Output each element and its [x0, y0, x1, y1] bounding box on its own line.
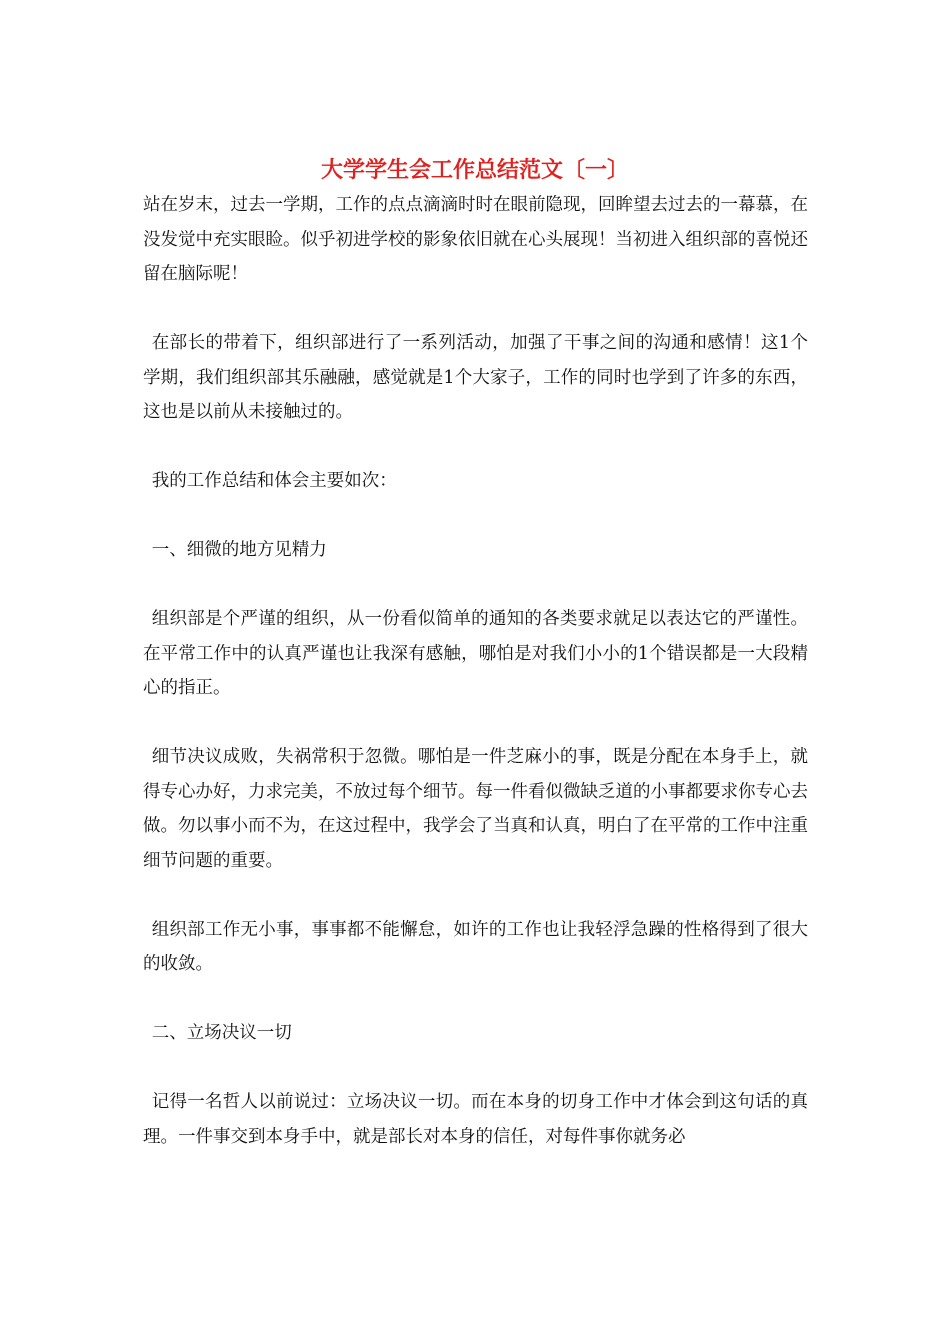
paragraph-gap — [143, 430, 808, 465]
paragraph-4: 组织部是个严谨的组织，从一份看似简单的通知的各类要求就足以表达它的严谨性。在平常工作中的认真严谨也让我深有感触，哪怕是对我们小小的1个错误都是一大段精心的指正。 — [143, 609, 808, 698]
paragraph-gap — [143, 499, 808, 534]
paragraph-gap — [143, 1051, 808, 1086]
paragraph-5: 细节决议成败，失祸常积于忽微。哪怕是一件芝麻小的事，既是分配在本身手上，就得专心办好，力求完美，不放过每个细节。每一件看似微缺乏道的小事都要求你专心去做。勿以事小而不为，在这过程中，我学会了当真和认真，明白了在平常的工作中注重细节问题的重要。 — [143, 747, 808, 871]
paragraph-gap — [143, 568, 808, 603]
paragraph-3: 我的工作总结和体会主要如次： — [151, 471, 397, 491]
paragraph-gap — [143, 982, 808, 1017]
document-title: 大学学生会工作总结范文〔一〕 — [320, 157, 629, 183]
section-heading-2: 二、立场决议一切 — [151, 1023, 292, 1043]
section-heading-1: 一、细微的地方见精力 — [151, 540, 327, 560]
paragraph-gap — [143, 878, 808, 913]
paragraph-1: 站在岁末，过去一学期，工作的点点滴滴时时在眼前隐现，回眸望去过去的一幕慕，在没发觉中充实眼睑。似乎初进学校的影象依旧就在心头展现！当初进入组织部的喜悦还留在脑际呢！ — [143, 195, 808, 284]
paragraph-6: 组织部工作无小事，事事都不能懈怠，如许的工作也让我轻浮急躁的性格得到了很大的收敛。 — [143, 919, 808, 974]
document-body — [143, 188, 808, 1154]
paragraph-2: 在部长的带着下，组织部进行了一系列活动，加强了干事之间的沟通和感情！这1个学期，我们组织部其乐融融，感觉就是1个大家子，工作的同时也学到了许多的东西，这也是以前从未接触过的。 — [143, 333, 808, 422]
paragraph-gap — [143, 706, 808, 741]
paragraph-7: 记得一名哲人以前说过：立场决议一切。而在本身的切身工作中才体会到这句话的真理。一件事交到本身手中，就是部长对本身的信任，对每件事你就务必 — [143, 1092, 808, 1147]
paragraph-gap — [143, 292, 808, 327]
